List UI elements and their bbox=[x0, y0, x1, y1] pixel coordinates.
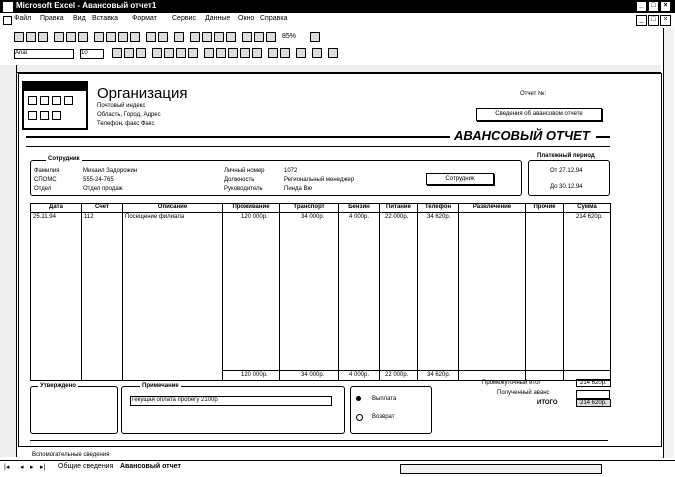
edit-box-icon[interactable] bbox=[40, 96, 49, 105]
currency-icon[interactable] bbox=[204, 48, 214, 58]
col-date: Дата bbox=[31, 204, 82, 212]
formatting-toolbar bbox=[0, 46, 675, 60]
col-description: Описание bbox=[123, 204, 223, 212]
col-divider bbox=[563, 204, 564, 380]
title-bar bbox=[0, 0, 675, 13]
ssn-value: 555-24-765 bbox=[83, 177, 114, 183]
subtotal-value: 214 620р. bbox=[576, 379, 611, 387]
format-painter-icon[interactable] bbox=[130, 32, 140, 42]
position-label: Должность bbox=[224, 177, 255, 183]
dept-label: Отдел bbox=[34, 186, 52, 192]
menu-format[interactable]: Формат bbox=[132, 15, 157, 22]
total-cell: 120 000р. bbox=[241, 372, 268, 378]
increase-decimal-icon[interactable] bbox=[240, 48, 250, 58]
checkbox-tool-icon[interactable] bbox=[28, 111, 37, 120]
approved-box bbox=[30, 386, 118, 434]
map-icon[interactable] bbox=[254, 32, 264, 42]
maximize-button[interactable]: □ bbox=[648, 1, 659, 12]
sort-asc-icon[interactable] bbox=[214, 32, 224, 42]
bold-icon[interactable] bbox=[112, 48, 122, 58]
tab-general-info[interactable]: Общие сведения bbox=[58, 463, 114, 470]
option-tool-icon[interactable] bbox=[40, 111, 49, 120]
forms-toolbar[interactable] bbox=[22, 81, 88, 130]
menu-edit[interactable]: Правка bbox=[40, 15, 64, 22]
comma-icon[interactable] bbox=[228, 48, 238, 58]
chart-wizard-icon[interactable] bbox=[242, 32, 252, 42]
col-lodging: Проживание bbox=[223, 204, 280, 212]
horizontal-scrollbar[interactable] bbox=[400, 464, 602, 474]
font-name-box[interactable]: Arial bbox=[14, 49, 74, 59]
font-size-box[interactable]: 10 bbox=[80, 49, 104, 59]
total-cell: 34 620р. bbox=[427, 372, 451, 378]
address-line-1: Почтовый индекс bbox=[97, 103, 146, 109]
tab-expense-report[interactable]: Авансовый отчет bbox=[120, 463, 181, 470]
personal-no-value: 1072 bbox=[284, 168, 298, 174]
indent-increase-icon[interactable] bbox=[280, 48, 290, 58]
footer-rule bbox=[30, 440, 608, 441]
open-icon[interactable] bbox=[26, 32, 36, 42]
surname-label: Фамилия bbox=[34, 168, 60, 174]
forms-toolbar-caption[interactable] bbox=[24, 83, 86, 91]
advance-value[interactable] bbox=[576, 390, 610, 399]
button-tool-icon[interactable] bbox=[64, 96, 73, 105]
total-cell: 34 000р. bbox=[301, 372, 325, 378]
ssn-label: СПОМС bbox=[34, 177, 57, 183]
table-cell[interactable]: 4 000р. bbox=[349, 214, 370, 220]
zoom-box[interactable]: 85% bbox=[282, 33, 297, 40]
redo-icon[interactable] bbox=[158, 32, 168, 42]
menu-view[interactable]: Вид bbox=[73, 15, 86, 22]
address-line-2: Область, Город, Адрес bbox=[97, 112, 161, 118]
col-other: Прочие bbox=[526, 204, 564, 212]
table-cell[interactable]: 22 000р. bbox=[385, 214, 409, 220]
fill-color-icon[interactable] bbox=[312, 48, 322, 58]
sheet-tab-bar bbox=[0, 460, 675, 475]
borders-icon[interactable] bbox=[296, 48, 306, 58]
spell-icon[interactable] bbox=[78, 32, 88, 42]
title-rule-right bbox=[596, 136, 610, 138]
col-meals: Питание bbox=[380, 204, 418, 212]
menu-bar bbox=[0, 14, 675, 26]
advance-label: Полученный аванс bbox=[497, 390, 550, 396]
column-header-strip[interactable] bbox=[16, 65, 661, 73]
new-icon[interactable] bbox=[14, 32, 24, 42]
align-left-icon[interactable] bbox=[152, 48, 162, 58]
align-center-icon[interactable] bbox=[164, 48, 174, 58]
doc-icon[interactable] bbox=[3, 16, 12, 25]
listbox-tool-icon[interactable] bbox=[52, 111, 61, 120]
table-cell[interactable]: 25.11.94 bbox=[33, 214, 56, 220]
notes-label: Примечание bbox=[142, 383, 179, 389]
footer-label: Вспомогательные сведения bbox=[32, 452, 110, 458]
autosum-icon[interactable] bbox=[190, 32, 200, 42]
notes-field[interactable]: Текущая оплата пробегу 2100р bbox=[130, 396, 332, 406]
table-cell[interactable]: Посещение филиала bbox=[125, 214, 185, 220]
indent-decrease-icon[interactable] bbox=[268, 48, 278, 58]
address-line-3: Телефон, факс Факс bbox=[97, 121, 155, 127]
minimize-button[interactable]: _ bbox=[636, 1, 647, 12]
total-cell: 22 000р. bbox=[385, 372, 409, 378]
menu-window[interactable]: Окно bbox=[238, 15, 255, 22]
doc-restore-icon[interactable]: □ bbox=[648, 15, 659, 26]
tab-nav-last-icon[interactable]: ▸| bbox=[40, 464, 46, 471]
close-button[interactable]: × bbox=[660, 1, 671, 12]
function-icon[interactable] bbox=[202, 32, 212, 42]
col-divider bbox=[122, 204, 123, 380]
radio-pay-icon[interactable] bbox=[356, 396, 361, 401]
cut-icon[interactable] bbox=[94, 32, 104, 42]
standard-toolbar bbox=[0, 30, 675, 44]
period-from: От 27.12.94 bbox=[550, 168, 583, 174]
save-icon[interactable] bbox=[38, 32, 48, 42]
vertical-scrollbar[interactable] bbox=[663, 28, 674, 458]
underline-icon[interactable] bbox=[136, 48, 146, 58]
col-account: Счет bbox=[82, 204, 123, 212]
paste-icon[interactable] bbox=[118, 32, 128, 42]
decrease-decimal-icon[interactable] bbox=[252, 48, 262, 58]
position-value: Региональный менеджер bbox=[284, 177, 355, 183]
excel-app-icon[interactable] bbox=[3, 2, 13, 12]
col-divider bbox=[525, 204, 526, 380]
report-info-button[interactable]: Сведения об авансовом отчете bbox=[476, 108, 602, 121]
period-title: Платежный период bbox=[537, 153, 595, 159]
table-cell[interactable]: 34 000р. bbox=[301, 214, 325, 220]
tab-nav-prev-icon[interactable]: ◂ bbox=[20, 464, 24, 471]
table-cell[interactable]: 214 620р. bbox=[576, 214, 603, 220]
report-number-label: Отчет №: bbox=[520, 91, 547, 97]
preview-icon[interactable] bbox=[66, 32, 76, 42]
help-icon[interactable] bbox=[310, 32, 320, 42]
col-divider bbox=[222, 204, 223, 380]
total-label: ИТОГО bbox=[537, 400, 558, 406]
table-header-rule bbox=[31, 212, 610, 213]
undo-icon[interactable] bbox=[146, 32, 156, 42]
merge-center-icon[interactable] bbox=[188, 48, 198, 58]
period-box bbox=[528, 160, 610, 196]
total-value: 214 620р. bbox=[576, 399, 611, 407]
menu-insert[interactable]: Вставка bbox=[92, 15, 119, 22]
col-fuel: Бензин bbox=[339, 204, 380, 212]
report-title: АВАНСОВЫЙ ОТЧЕТ bbox=[454, 128, 590, 143]
hyperlink-icon[interactable] bbox=[174, 32, 184, 42]
notes-box bbox=[121, 386, 345, 434]
doc-minimize-icon[interactable]: _ bbox=[636, 15, 647, 26]
total-cell: 4 000р. bbox=[349, 372, 370, 378]
col-divider bbox=[81, 204, 82, 380]
radio-return-icon[interactable] bbox=[356, 414, 363, 421]
italic-icon[interactable] bbox=[124, 48, 134, 58]
window-title: Microsoft Excel - Авансовый отчет1 bbox=[16, 1, 157, 10]
manager-value: Пинда Вю bbox=[284, 186, 312, 192]
subtotal-label: Промежуточный итог bbox=[482, 380, 541, 386]
col-divider bbox=[279, 204, 280, 380]
table-cell[interactable]: 112 bbox=[84, 214, 94, 220]
radio-return-label[interactable]: Возврат bbox=[372, 414, 395, 420]
col-entertainment: Развлечение bbox=[459, 204, 526, 212]
title-rule-left bbox=[26, 136, 450, 138]
col-divider bbox=[417, 204, 418, 380]
tab-nav-next-icon[interactable]: ▸ bbox=[30, 464, 34, 471]
surname-value: Михаил Задорожин bbox=[83, 168, 138, 174]
tab-nav-first-icon[interactable]: |◂ bbox=[4, 464, 10, 471]
personal-no-label: Личный номер bbox=[224, 168, 265, 174]
drawing-icon[interactable] bbox=[266, 32, 276, 42]
header-divider bbox=[26, 146, 610, 147]
employee-section-title: Сотрудник bbox=[48, 156, 80, 162]
radio-pay-label[interactable]: Выплата bbox=[372, 396, 397, 402]
table-cell[interactable]: 120 000р. bbox=[241, 214, 268, 220]
align-right-icon[interactable] bbox=[176, 48, 186, 58]
label-tool-icon[interactable] bbox=[28, 96, 37, 105]
table-cell[interactable]: 34 620р. bbox=[427, 214, 451, 220]
dept-value: Отдел продаж bbox=[83, 186, 123, 192]
payment-option-box bbox=[350, 386, 432, 434]
sort-desc-icon[interactable] bbox=[226, 32, 236, 42]
col-total: Сумма bbox=[577, 204, 597, 210]
menu-file[interactable]: Файл bbox=[14, 15, 32, 22]
manager-label: Руководитель bbox=[224, 186, 263, 192]
col-divider bbox=[338, 204, 339, 380]
totals-rule bbox=[222, 370, 610, 371]
expense-table bbox=[30, 203, 611, 381]
percent-icon[interactable] bbox=[216, 48, 226, 58]
row-header-strip[interactable] bbox=[0, 65, 17, 457]
menu-data[interactable]: Данные bbox=[205, 15, 231, 22]
print-icon[interactable] bbox=[54, 32, 64, 42]
organization-name: Организация bbox=[97, 85, 188, 102]
font-color-icon[interactable] bbox=[328, 48, 338, 58]
approved-label: Утверждено bbox=[40, 383, 76, 389]
col-transport: Транспорт bbox=[280, 204, 339, 212]
col-divider bbox=[458, 204, 459, 380]
doc-close-icon[interactable]: × bbox=[660, 15, 671, 26]
col-divider bbox=[379, 204, 380, 380]
employee-button[interactable]: Сотрудник bbox=[426, 173, 494, 185]
group-box-icon[interactable] bbox=[52, 96, 61, 105]
col-phone: Телефон bbox=[418, 204, 459, 212]
menu-help[interactable]: Справка bbox=[260, 15, 288, 22]
menu-tools[interactable]: Сервис bbox=[172, 15, 196, 22]
copy-icon[interactable] bbox=[106, 32, 116, 42]
period-to: До 30.12.94 bbox=[550, 184, 583, 190]
